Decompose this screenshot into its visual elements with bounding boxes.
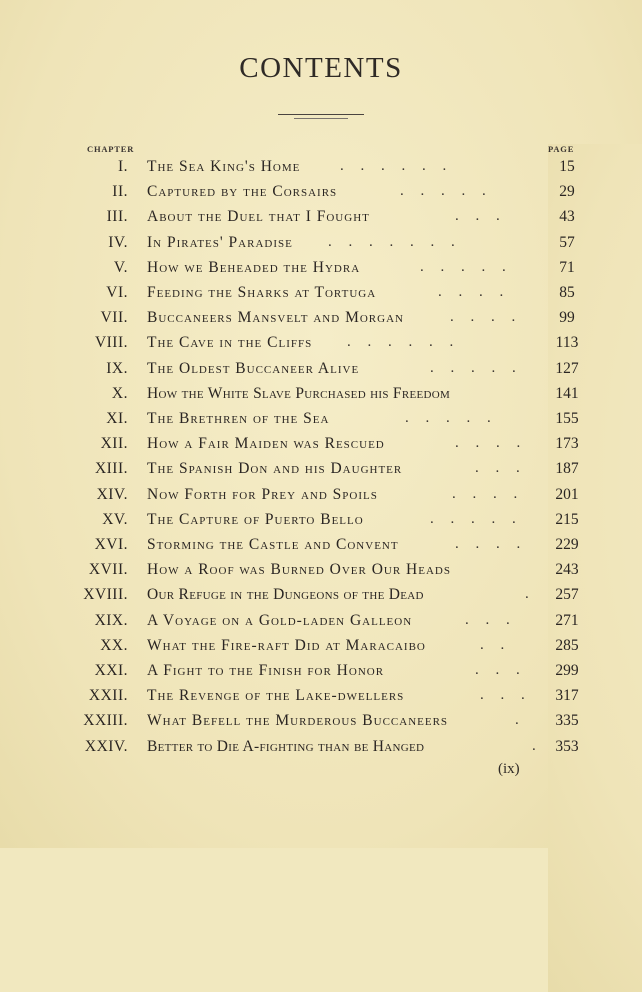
toc-entry [0, 561, 642, 585]
chapter-title: A Fight to the Finish for Honor [147, 662, 385, 679]
chapter-number: VIII. [94, 334, 128, 352]
toc-entry [0, 158, 642, 182]
chapter-number: XVII. [88, 561, 128, 579]
chapter-number: XVI. [94, 536, 128, 553]
chapter-title: What Befell the Murderous Buccaneers [147, 712, 449, 730]
chapter-number: IX. [106, 359, 128, 377]
page-number-ref: 201 [555, 485, 579, 503]
leader-dots: . . . . . [405, 410, 491, 426]
leader-dots: . . . . . [430, 510, 516, 527]
leader-dots: . . . [465, 611, 510, 628]
toc-entry [0, 334, 642, 358]
leader-dots: . . . . . . . [328, 233, 455, 250]
page-number-ref: 243 [555, 561, 579, 579]
chapter-title: The Brethren of the Sea [147, 410, 330, 427]
chapter-number: XXIV. [84, 737, 128, 755]
page-number-ref: 99 [559, 309, 575, 327]
page-title: CONTENTS [239, 52, 403, 84]
leader-dots: . . . [480, 687, 525, 704]
chapter-title: Buccaneers Mansvelt and Morgan [147, 309, 404, 327]
chapter-number: II. [112, 183, 128, 201]
chapter-number: XVIII. [83, 586, 128, 604]
chapter-title: Captured by the Corsairs [147, 183, 338, 201]
chapter-number: XII. [100, 435, 128, 453]
chapter-title: Feeding the Sharks at Tortuga [147, 284, 377, 301]
leader-dots: . . . . . [430, 359, 516, 376]
toc-entry [0, 662, 642, 686]
chapter-number: V. [113, 258, 128, 276]
page-number-ref: 299 [555, 662, 579, 679]
page-number-ref: 57 [559, 233, 575, 251]
page-number-ref: 229 [555, 536, 579, 553]
leader-dots: . . . . [455, 536, 521, 552]
chapter-title: How we Beheaded the Hydra [147, 258, 361, 276]
chapter-title: The Sea King's Home [147, 158, 301, 175]
chapter-number: VII. [100, 309, 128, 327]
toc-entry [0, 738, 642, 762]
toc-entry [0, 612, 642, 636]
toc-entry [0, 637, 642, 661]
toc-entry [0, 511, 642, 535]
page-number-ref: 257 [555, 586, 579, 604]
leader-dots: . . . . . . [340, 158, 447, 174]
chapter-title: About the Duel that I Fought [147, 208, 370, 226]
leader-dots: . . . . [455, 435, 521, 452]
leader-dots: . . . . [438, 284, 504, 300]
chapter-title: A Voyage on a Gold-laden Galleon [147, 611, 413, 629]
leader-dots: . . . [475, 460, 520, 477]
page-number-ref: 141 [555, 384, 579, 402]
chapter-number: III. [106, 208, 128, 226]
title-rule-inner [294, 118, 348, 119]
toc-entry [0, 536, 642, 560]
page-number-ref: 317 [555, 687, 579, 705]
page-number-ref: 155 [555, 410, 579, 427]
page-number-ref: 173 [555, 435, 579, 453]
chapter-title: The Oldest Buccaneer Alive [147, 359, 360, 377]
chapter-title: How the White Slave Purchased his Freedom [147, 384, 451, 402]
title-rule [278, 114, 364, 115]
page-number-ref: 15 [559, 158, 575, 175]
chapter-number: XI. [106, 410, 128, 427]
page-number-ref: 285 [555, 636, 579, 654]
page-number-ref: 29 [559, 183, 575, 201]
chapter-title: How a Fair Maiden was Rescued [147, 435, 385, 453]
chapter-title: Storming the Castle and Convent [147, 536, 399, 553]
toc-entry [0, 385, 642, 409]
chapter-title: Better to Die A-fighting than be Hanged [147, 737, 425, 755]
chapter-title: What the Fire-raft Did at Maracaibo [147, 636, 426, 654]
toc-entry [0, 183, 642, 207]
page-number-ref: 43 [559, 208, 575, 226]
leader-dots: . . . . [452, 485, 518, 502]
toc-entry [0, 284, 642, 308]
leader-dots: . . . . [450, 309, 516, 326]
toc-entry [0, 687, 642, 711]
chapter-number: XIII. [94, 460, 128, 478]
toc-entry [0, 234, 642, 258]
chapter-number: XIX. [94, 611, 128, 629]
page-number-ref: 215 [555, 510, 579, 528]
chapter-title: The Cave in the Cliffs [147, 334, 313, 352]
chapter-title: How a Roof was Burned Over Our Heads [147, 561, 451, 579]
leader-dots: . . . . . . [347, 334, 454, 351]
leader-dots: . . . . . [400, 183, 486, 200]
chapter-number: XXIII. [83, 712, 128, 730]
page-number-ref: 353 [555, 737, 579, 755]
page-number-ref: 335 [555, 712, 579, 730]
page-number-ref: 85 [559, 284, 575, 301]
leader-dots: . [525, 586, 529, 603]
chapter-title: Our Refuge in the Dungeons of the Dead [147, 586, 424, 604]
toc-entry [0, 460, 642, 484]
page-number-ref: 113 [555, 334, 579, 352]
toc-entry [0, 586, 642, 610]
chapter-title: In Pirates' Paradise [147, 233, 293, 251]
toc-entry [0, 259, 642, 283]
toc-entry [0, 360, 642, 384]
chapter-number: XXI. [94, 662, 128, 679]
leader-dots: . . . [475, 662, 520, 678]
toc-entry [0, 435, 642, 459]
toc-entry [0, 712, 642, 736]
page-number: (ix) [498, 761, 520, 777]
chapter-number: VI. [106, 284, 128, 301]
chapter-title: The Capture of Puerto Bello [147, 510, 364, 528]
chapter-number: XXII. [88, 687, 128, 705]
page-number-ref: 71 [559, 258, 575, 276]
page-number-ref: 187 [555, 460, 579, 478]
page-column-header: PAGE [548, 144, 642, 992]
leader-dots: . [515, 712, 519, 729]
chapter-number: IV. [108, 233, 128, 251]
chapter-number: XV. [102, 510, 128, 528]
leader-dots: . . . . . [420, 258, 506, 275]
chapter-number: X. [111, 384, 128, 402]
toc-entry [0, 309, 642, 333]
leader-dots: . . [480, 636, 505, 653]
chapter-column-header: CHAPTER [87, 144, 135, 154]
leader-dots: . [532, 737, 536, 754]
toc-entry [0, 410, 642, 434]
chapter-number: I. [117, 158, 128, 175]
chapter-title: The Spanish Don and his Daughter [147, 460, 403, 478]
toc-entry [0, 208, 642, 232]
chapter-title: Now Forth for Prey and Spoils [147, 485, 378, 503]
page-number-ref: 127 [555, 359, 579, 377]
page-number-ref: 271 [555, 611, 579, 629]
chapter-number: XX. [100, 636, 128, 654]
chapter-title: The Revenge of the Lake-dwellers [147, 687, 405, 705]
leader-dots: . . . [455, 208, 500, 225]
chapter-number: XIV. [96, 485, 128, 503]
toc-entry [0, 486, 642, 510]
